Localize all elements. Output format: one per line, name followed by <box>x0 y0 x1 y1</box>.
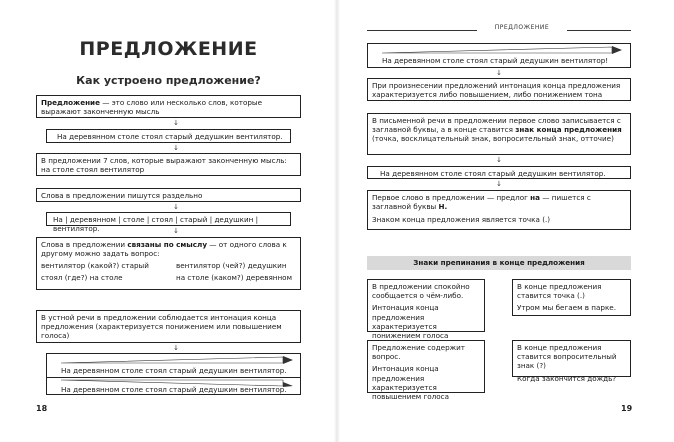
page-title: ПРЕДЛОЖЕНИЕ <box>79 38 258 60</box>
question-intonation: Интонация конца предложения характеризуется повышением голоса <box>372 364 450 402</box>
written-example-box <box>367 166 631 179</box>
arrow-down-icon: ↓ <box>173 203 179 211</box>
question-example: Когда закончится дождь? <box>517 373 617 383</box>
written-speech-box <box>367 113 631 155</box>
capital-text-start: Первое слово в предложении — предлог <box>372 193 531 202</box>
meaning-intro-end: — от одного слова к другому можно задать вопрос: <box>41 240 287 259</box>
capital-text-mid: — пишется с заглавной буквы <box>372 193 591 212</box>
arrow-down-icon: ↓ <box>496 156 502 164</box>
example-sentence: На деревянном столе стоял старый дедушкин вентилятор. <box>57 132 283 141</box>
meaning-box <box>36 237 301 290</box>
arrow-down-icon: ↓ <box>173 344 179 352</box>
question-description-box <box>367 340 485 402</box>
page-number: 19 <box>621 404 633 413</box>
pronunciation-text: При произнесении предложений интонация конца предложения характеризуется либо повышением, либо понижением тона <box>372 81 621 100</box>
question-rule: В конце предложения ставится вопросительный знак (?) <box>517 343 617 371</box>
period-rule: В конце предложения ставится точка (.) <box>517 282 602 301</box>
end-mark-text: Знаком конца предложения является точка (.) <box>372 215 551 225</box>
example-sentence-box <box>46 129 291 143</box>
section-heading: Знаки препинания в конце предложения <box>367 256 631 270</box>
word-item: стоял <box>151 215 173 224</box>
running-header: ПРЕДЛОЖЕНИЕ <box>494 24 550 31</box>
rising-intonation-icon <box>61 356 293 364</box>
period-example: Утром мы бегаем в парке. <box>517 303 617 313</box>
separate-words-box <box>36 188 301 202</box>
written-text-bold: знак конца предложения <box>515 125 622 135</box>
meaning-intro-start: Слова в предложении <box>41 240 128 249</box>
definition-text: — это слово или несколько слов, которые выражают законченную мысль <box>41 98 263 117</box>
statement-description-box <box>367 279 485 341</box>
right-page <box>337 0 674 442</box>
written-text-end: (точка, восклицательный знак, вопросительный знак, отточие) <box>372 134 614 144</box>
arrow-down-icon: ↓ <box>173 119 179 127</box>
word-count-box <box>36 153 301 176</box>
arrow-down-icon: ↓ <box>496 180 502 188</box>
question-example: вентилятор (чей?) дедушкин <box>176 261 287 271</box>
intonation-sentence-rising: На деревянном столе стоял старый дедушкин вентилятор. <box>61 366 287 375</box>
definition-box <box>36 95 301 118</box>
page-number: 18 <box>36 404 48 413</box>
period-rule-box <box>512 279 631 316</box>
written-text-start: В письменной речи в предложении первое слово записывается с заглавной буквы, а в конце ставится <box>372 116 621 135</box>
word-item: столе <box>122 215 145 224</box>
word-item: На <box>53 215 63 224</box>
header-rule <box>567 30 631 31</box>
meaning-intro-bold: связаны по смыслу <box>127 240 207 249</box>
pronunciation-box <box>367 78 631 101</box>
arrow-down-icon: ↓ <box>173 144 179 152</box>
capital-letter-text <box>372 193 626 211</box>
separate-words-text: Слова в предложении пишутся раздельно <box>41 191 203 200</box>
word-item: дедушкин <box>214 215 254 224</box>
question-rule-box <box>512 340 631 383</box>
statement-description: В предложении спокойно сообщается о чём-либо. <box>372 282 470 301</box>
word-item: вентилятор. <box>53 224 100 234</box>
capital-text-letter: Н. <box>438 202 448 212</box>
definition-term: Предложение <box>41 98 100 107</box>
rising-intonation-icon <box>382 46 622 54</box>
exclamation-sentence-box <box>367 43 631 68</box>
split-words-box: На | деревянном | столе | стоял | старый | дедушкин | вентилятор. <box>46 212 291 226</box>
statement-intonation: Интонация конца предложения характеризуется понижением голоса <box>372 303 449 341</box>
question-description: Предложение содержит вопрос. <box>372 343 465 362</box>
header-rule <box>367 30 477 31</box>
arrow-down-icon: ↓ <box>173 227 179 235</box>
intonation-sentence-falling: На деревянном столе стоял старый дедушкин вентилятор. <box>61 385 287 394</box>
exclamation-sentence: На деревянном столе стоял старый дедушкин вентилятор! <box>382 56 609 65</box>
meaning-intro <box>41 240 296 258</box>
word-item: деревянном <box>69 215 116 224</box>
question-example: вентилятор (какой?) старый <box>41 261 149 271</box>
capital-text-bold: на <box>530 193 540 202</box>
capital-letter-box <box>367 190 631 230</box>
word-item: старый <box>180 215 208 224</box>
word-count-text: В предложении 7 слов, которые выражают законченную мысль: на столе стоял вентилятор <box>41 156 287 175</box>
divider <box>47 377 300 378</box>
arrow-down-icon: ↓ <box>496 69 502 77</box>
written-example: На деревянном столе стоял старый дедушкин вентилятор. <box>380 169 606 178</box>
intonation-examples-box <box>46 353 301 395</box>
oral-intonation-text: В устной речи в предложении соблюдается интонация конца предложения (характеризуется понижением или повышением голоса) <box>41 313 282 341</box>
oral-intonation-box <box>36 310 301 343</box>
page-subtitle: Как устроено предложение? <box>76 74 261 87</box>
question-example: на столе (каком?) деревянном <box>176 272 292 282</box>
question-example: стоял (где?) на столе <box>41 272 123 282</box>
